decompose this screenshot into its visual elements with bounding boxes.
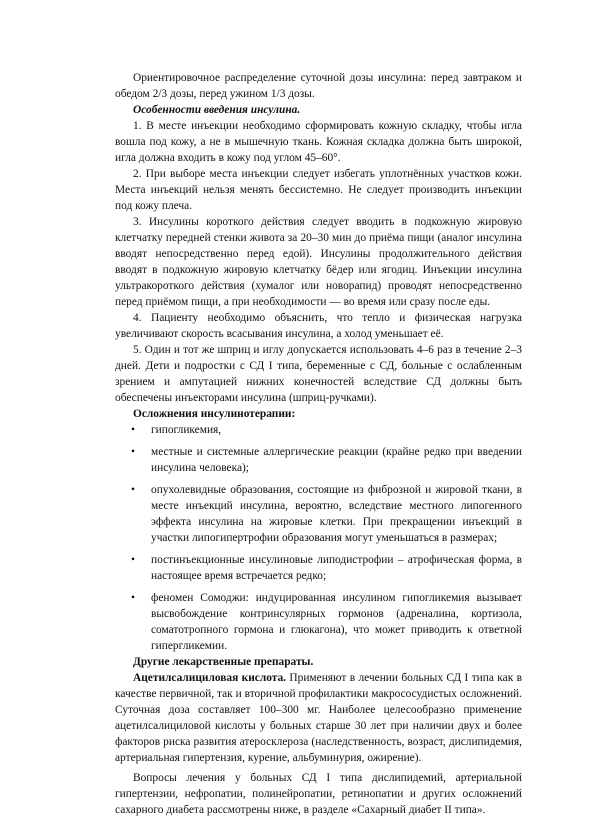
admin-item-1: 1. В месте инъекции необходимо сформировать кожную складку, чтобы игла вошла под кожу, а не в мышечную ткань. Кожная складка должна быть широкой, игла должна входить в кожу под углом 45–60°. (115, 120, 522, 164)
admin-item-3: 3. Инсулины короткого действия следует вводить в подкожную жировую клетчатку передней стенки живота за 20–30 мин до приёма пищи (аналог инсулина вводят непосредственно перед едой). Инсулины продолжительного действия вводят в подкожную жировую клетчатку бёдер или ягодиц. Инъекции инсулина ультракороткого действия (хумалог или новорапид) проводят непосредственно перед приёмом пищи, а при необходимости — во время или сразу после еды. (115, 216, 522, 308)
list-item: • местные и системные аллергические реакции (крайне редко при введении инсулина человека); (131, 446, 522, 474)
aspirin-text: Применяют в лечении больных СД I типа как в качестве первичной, так и вторичной профилактики макрососудистых осложнений. Суточная доза составляет 100–300 мг. Наиболее целесообразно применение ацетилсалициловой кислоты у больных старше 30 лет при наличии двух и более факторов риска развития атеросклероза (наследственность, возраст, дислипидемия, артериальная гипертензия, курение, альбуминурия, ожирение). (115, 672, 522, 764)
bullet-icon: • (131, 446, 135, 458)
bullet-icon: • (131, 484, 135, 496)
section-heading-complications: Осложнения инсулинотерапии: (133, 408, 296, 420)
list-item: • гипогликемия, (131, 424, 222, 436)
bullet-icon: • (131, 424, 135, 436)
list-item: • постинъекционные инсулиновые липодистрофии – атрофическая форма, в настоящее время встречается редко; (131, 554, 522, 582)
complications-list (115, 422, 522, 654)
admin-item-4: 4. Пациенту необходимо объяснить, что тепло и физическая нагрузка увеличивают скорость всасывания инсулина, а холод уменьшает её. (115, 312, 522, 340)
bullet-icon: • (131, 554, 135, 566)
aspirin-paragraph (115, 670, 522, 766)
section-heading-other-drugs: Другие лекарственные препараты. (133, 656, 314, 668)
admin-item-2: 2. При выборе места инъекции следует избегать уплотнённых участков кожи. Места инъекций нельзя менять бессистемно. Не следует производить инъекции под кожу плеча. (115, 168, 522, 212)
list-item: • феномен Сомоджи: индуцированная инсулином гипогликемия вызывает высвобождение контринсулярных гормонов (адреналина, кортизола, соматотропного гормона и глюкагона), что может приводить к ответной гипергликемии. (131, 592, 522, 652)
bullet-icon: • (131, 592, 135, 604)
admin-item-5: 5. Один и тот же шприц и иглу допускается использовать 4–6 раз в течение 2–3 дней. Дети и подростки с СД I типа, беременные с СД, больные с ослабленным зрением и ампутацией нижних конечностей вследствие СД должны быть обеспечены инъекторами инсулина (шприц-ручками). (115, 344, 522, 404)
list-item: • опухолевидные образования, состоящие из фиброзной и жировой ткани, в месте инъекций инсулина, вероятно, вследствие местного липогенного эффекта инсулина на жировые клетки. При прекращении инъекций в участки липогипертрофии образования могут уменьшаться в размерах; (131, 484, 522, 544)
intro-paragraph: Ориентировочное распределение суточной дозы инсулина: перед завтраком и обедом 2/3 дозы, перед ужином 1/3 дозы. (115, 72, 522, 100)
section-heading-insulin-administration: Особенности введения инсулина. (133, 104, 301, 116)
closing-paragraph: Вопросы лечения у больных СД I типа дислипидемий, артериальной гипертензии, нефропатии, полинейропатии, ретинопатии и других осложнений сахарного диабета рассмотрены ниже, в разделе «Сахарный диабет II типа». (115, 772, 522, 816)
aspirin-lead: Ацетилсалициловая кислота. (133, 672, 287, 684)
